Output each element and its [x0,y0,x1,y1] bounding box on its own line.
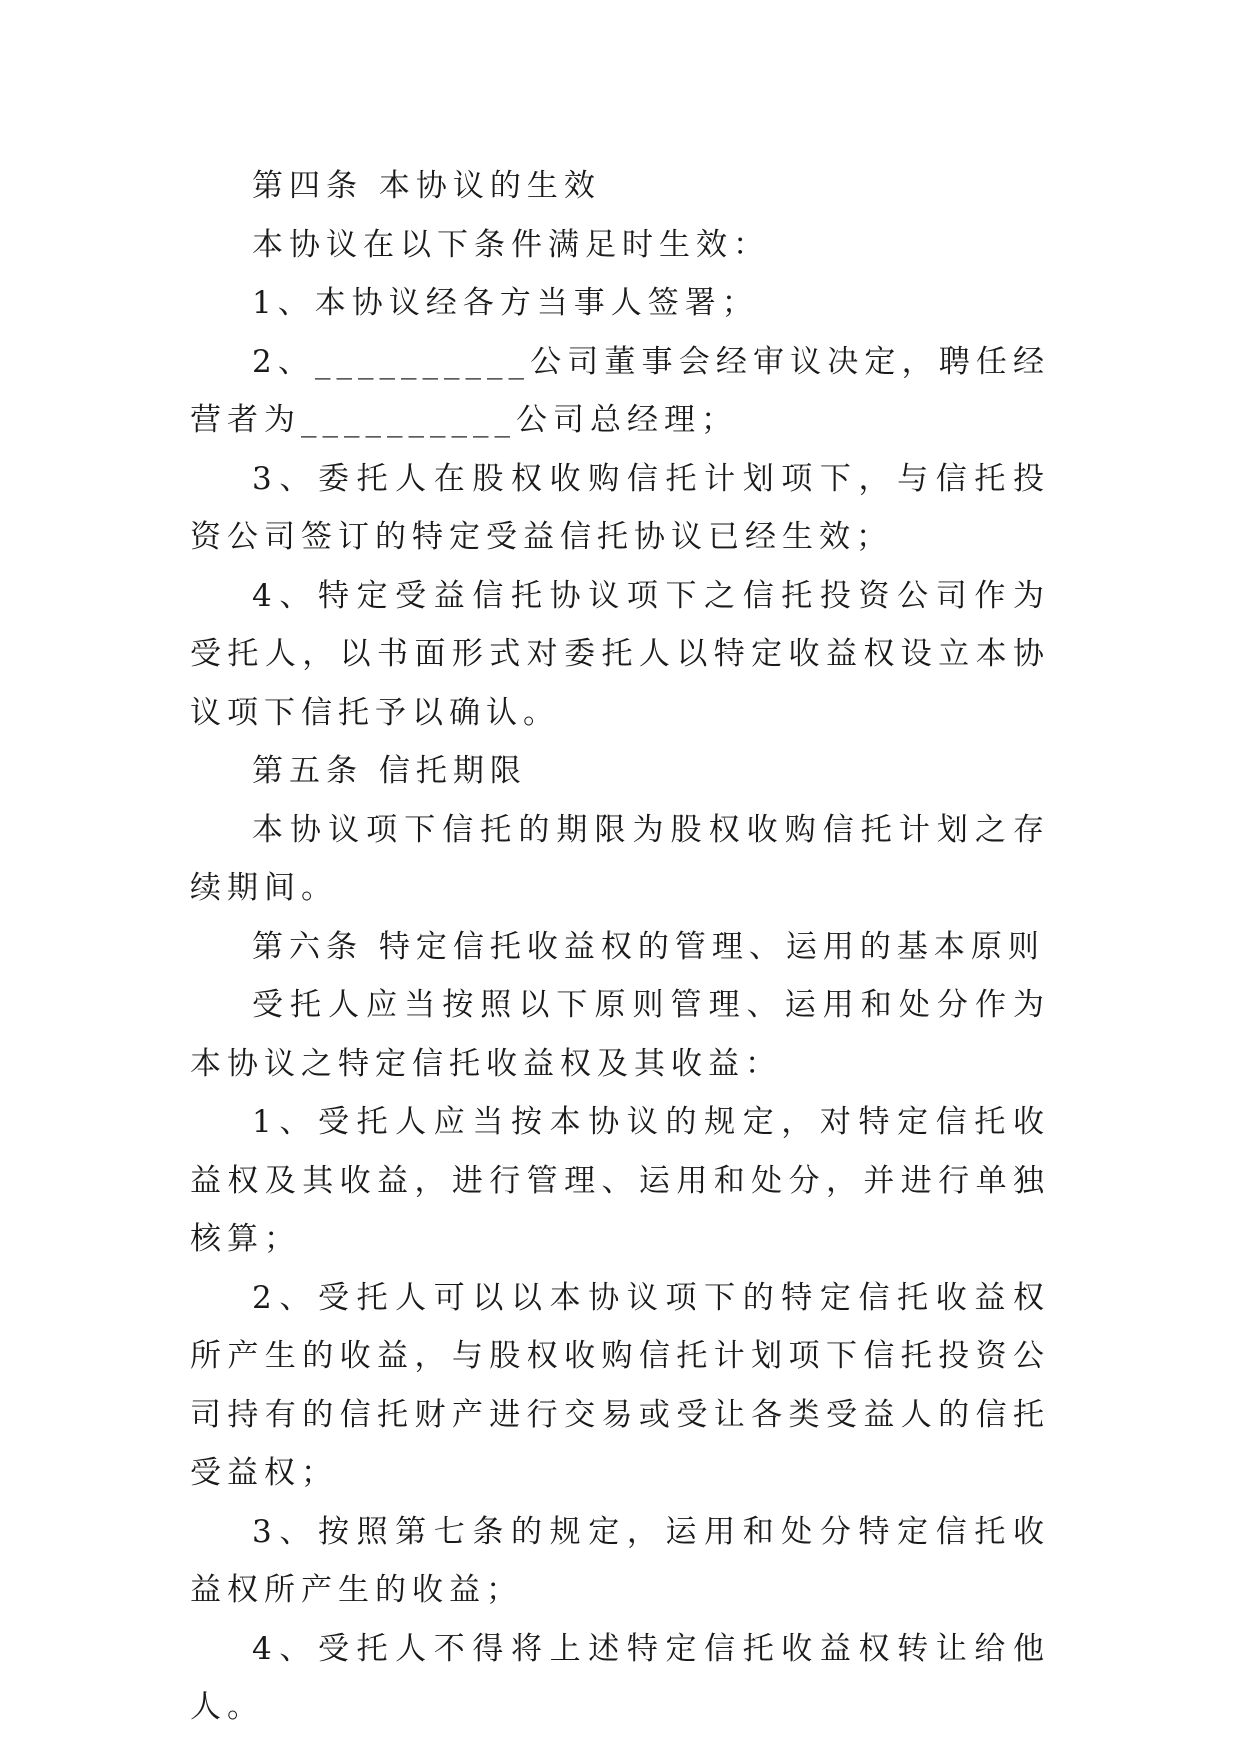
article-4-intro: 本协议在以下条件满足时生效： [252,226,770,263]
article-4-item-2: 2、__________公司董事会经审议决定，聘任经营者为__________公司总经理； [190,343,1050,438]
article-4-heading: 第四条 本协议的生效 [252,168,601,204]
article-4-item-1: 1、本协议经各方当事人签署； [252,285,759,321]
article-4-item-3: 3、委托人在股权收购信托计划项下，与信托投资公司签订的特定受益信托协议已经生效； [190,460,1050,555]
article-6-item-3: 3、按照第七条的规定，运用和处分特定信托收益权所产生的收益； [190,1513,1050,1608]
article-6-item-4: 4、受托人不得将上述特定信托收益权转让给他人。 [190,1630,1050,1725]
article-5-body: 本协议项下信托的期限为股权收购信托计划之存续期间。 [190,811,1050,906]
article-6-item-2: 2、受托人可以以本协议项下的特定信托收益权所产生的收益，与股权收购信托计划项下信托投资公司持有的信托财产进行交易或受让各类受益人的信托受益权； [190,1279,1050,1491]
article-6-intro: 受托人应当按照以下原则管理、运用和处分作为本协议之特定信托收益权及其收益： [190,987,1050,1082]
article-5-heading: 第五条 信托期限 [252,753,527,789]
article-6-item-1: 1、受托人应当按本协议的规定，对特定信托收益权及其收益，进行管理、运用和处分，并进行单独核算； [190,1104,1050,1257]
article-6-heading: 第六条 特定信托收益权的管理、运用的基本原则 [252,928,1045,965]
document-body [190,157,1050,1737]
article-4-item-4: 4、特定受益信托协议项下之信托投资公司作为受托人，以书面形式对委托人以特定收益权设立本协议项下信托予以确认。 [190,577,1050,731]
